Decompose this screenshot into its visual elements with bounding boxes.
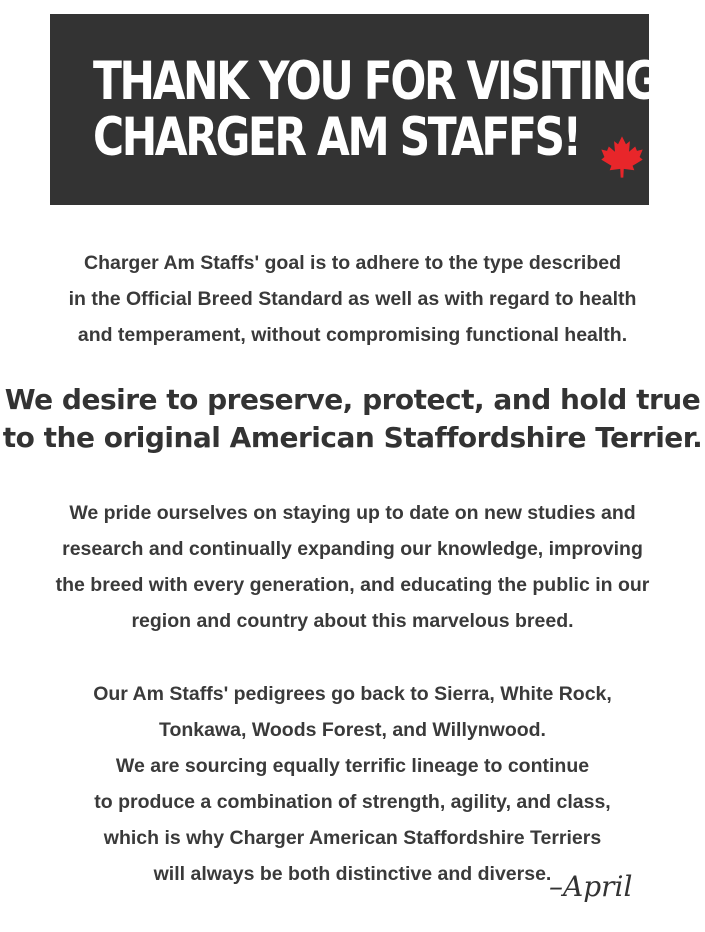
pride-paragraph: [0, 495, 705, 639]
goal-line: and temperament, without compromising functional health.: [77, 324, 628, 346]
pride-line: region and country about this marvelous breed.: [131, 610, 574, 632]
mission-statement: [0, 381, 705, 457]
pedigree-line: We are sourcing equally terrific lineage to continue: [115, 755, 590, 777]
thank-you-banner: [50, 14, 658, 205]
banner-title: [93, 51, 658, 168]
maple-leaf-icon: [600, 135, 644, 179]
pedigree-line: to produce a combination of strength, agility, and class,: [94, 791, 611, 813]
pride-line: the breed with every generation, and educating the public in our: [55, 574, 650, 596]
banner-title-line-1: THANK YOU FOR VISITING: [93, 51, 658, 112]
mission-line: to the original American Staffordshire Terrier.: [2, 421, 703, 454]
pride-line: We pride ourselves on staying up to date on new studies and: [69, 502, 636, 524]
pedigree-line: Our Am Staffs' pedigrees go back to Sierra, White Rock,: [93, 683, 612, 705]
banner-title-line-2: CHARGER AM STAFFS!: [93, 107, 580, 168]
signature: –April: [549, 870, 633, 903]
pedigree-line: Tonkawa, Woods Forest, and Willynwood.: [159, 719, 546, 741]
goal-paragraph: [0, 245, 705, 353]
pedigree-line: will always be both distinctive and diverse.: [153, 863, 552, 885]
pedigree-line: which is why Charger American Staffordshire Terriers: [103, 827, 602, 849]
goal-line: Charger Am Staffs' goal is to adhere to the type described: [83, 252, 622, 274]
pedigree-paragraph: [0, 676, 705, 892]
mission-line: We desire to preserve, protect, and hold true: [4, 383, 701, 416]
goal-line: in the Official Breed Standard as well as with regard to health: [68, 288, 637, 310]
pride-line: research and continually expanding our knowledge, improving: [62, 538, 643, 560]
